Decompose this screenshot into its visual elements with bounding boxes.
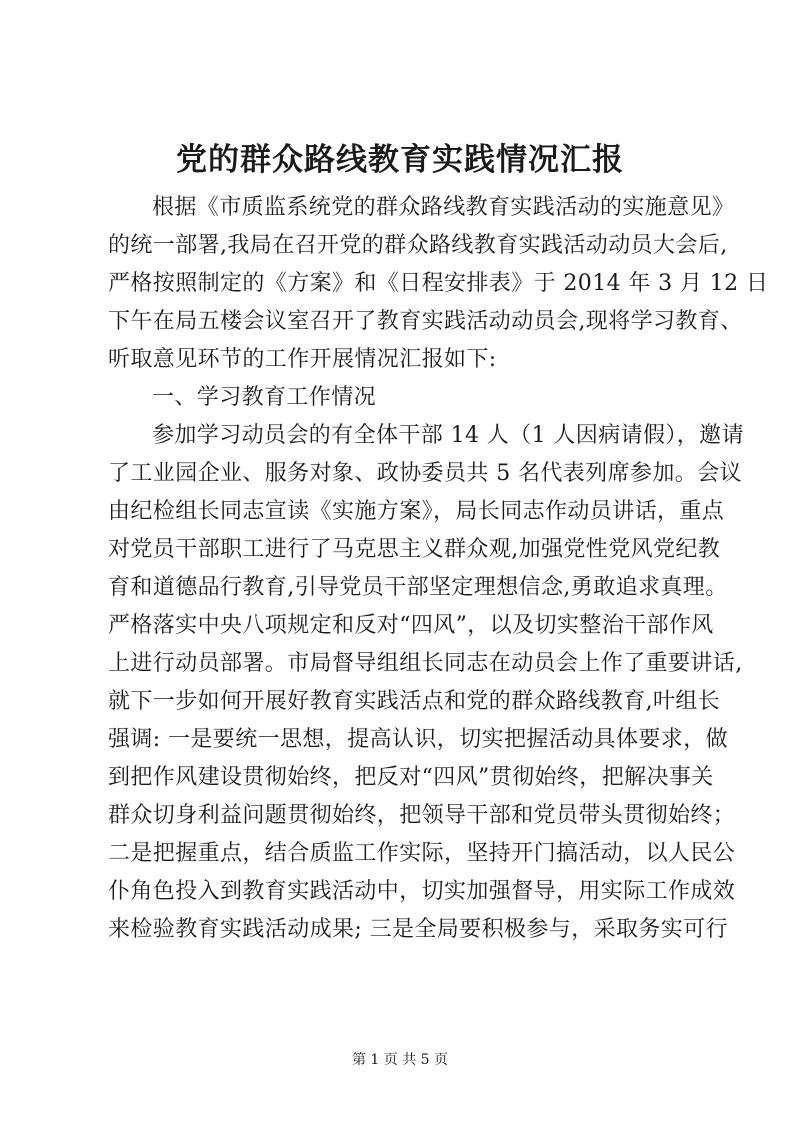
paragraph-line: 群众切身利益问题贯彻始终，把领导干部和党员带头贯彻始终；	[108, 803, 736, 828]
paragraph-line: 上进行动员部署。市局督导组组长同志在动员会上作了重要讲话,	[108, 651, 743, 676]
document-title: 党的群众路线教育实践情况汇报	[176, 142, 624, 178]
paragraph-line: 就下一步如何开展好教育实践活点和党的群众路线教育,叶组长	[108, 689, 721, 714]
section-heading: 一、学习教育工作情况	[152, 385, 377, 410]
paragraph-line: 二是把握重点，结合质监工作实际，坚持开门搞活动，以人民公	[108, 841, 736, 866]
paragraph-line: 的统一部署,我局在召开党的群众路线教育实践活动动员大会后,	[108, 233, 728, 258]
paragraph-line: 参加学习动员会的有全体干部 14 人（1 人因病请假），邀请	[152, 423, 744, 448]
paragraph-line: 育和道德品行教育,引导党员干部坚定理想信念,勇敢追求真理。	[108, 575, 728, 600]
page-number: 第 1 页 共 5 页	[351, 1052, 449, 1068]
paragraph-line: 对党员干部职工进行了马克思主义群众观,加强党性党风党纪教	[108, 537, 721, 562]
paragraph-line: 来检验教育实践活动成果; 三是全局要积极参与，采取务实可行	[108, 917, 729, 942]
paragraph-line: 下午在局五楼会议室召开了教育实践活动动员会,现将学习教育、	[108, 309, 743, 334]
paragraph-line: 根据《市质监系统党的群众路线教育实践活动的实施意见》	[152, 195, 735, 220]
document-body	[108, 189, 769, 949]
paragraph-line: 严格按照制定的《方案》和《日程安排表》于 2014 年 3 月 12 日	[108, 271, 769, 296]
paragraph-line: 仆角色投入到教育实践活动中，切实加强督导，用实际工作成效	[108, 879, 736, 904]
paragraph-line: 强调: 一是要统一思想，提高认识，切实把握活动具体要求，做	[108, 727, 729, 752]
paragraph-line: 严格落实中央八项规定和反对“四风”，以及切实整治干部作风	[108, 613, 714, 638]
paragraph-line: 由纪检组长同志宣读《实施方案》，局长同志作动员讲话，重点	[108, 499, 725, 524]
paragraph-line: 听取意见环节的工作开展情况汇报如下:	[108, 347, 497, 372]
paragraph-line: 到把作风建设贯彻始终，把反对“四风”贯彻始终，把解决事关	[108, 765, 714, 790]
paragraph-line: 了工业园企业、服务对象、政协委员共 5 名代表列席参加。会议	[108, 461, 742, 486]
